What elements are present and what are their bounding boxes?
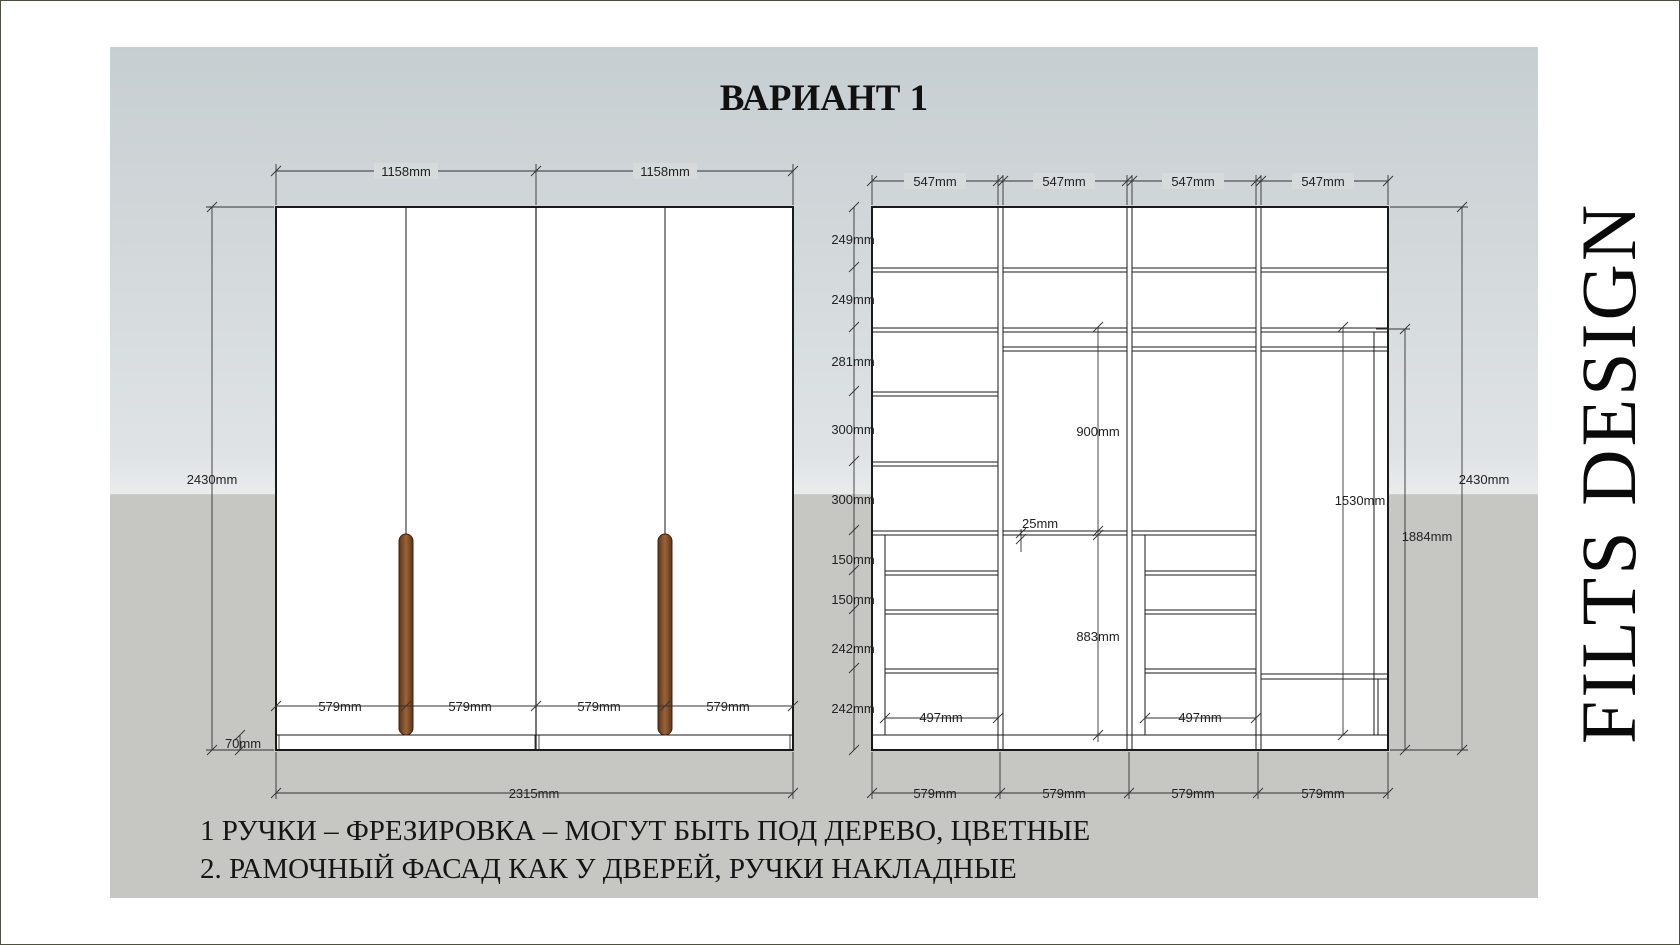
left-height-3: 281mm [831,354,875,369]
section-top-width-4: 547mm [1301,174,1345,189]
front-view [276,207,793,750]
left-height-4: 300mm [831,422,875,437]
door-width-4: 579mm [706,699,750,714]
door-width-2: 579mm [448,699,492,714]
section-bottom-width-1: 579mm [913,786,957,801]
section-top-width-3: 547mm [1171,174,1215,189]
right-height: 1884mm [1401,529,1453,544]
left-height-1: 249mm [831,232,875,247]
left-height-9: 242mm [831,701,875,716]
section-bottom-width-3: 579mm [1171,786,1215,801]
right-long-height: 1530mm [1334,493,1386,508]
door-width-1: 579mm [318,699,362,714]
left-height-2: 249mm [831,292,875,307]
note-2: 2. РАМОЧНЫЙ ФАСАД КАК У ДВЕРЕЙ, РУЧКИ НАКЛАДНЫЕ [200,853,1017,885]
left-height-8: 242mm [831,641,875,656]
left-height-6: 150mm [831,552,875,567]
brand-area [1538,0,1680,945]
section-top-width-2: 547mm [1042,174,1086,189]
section-bottom-width-2: 579mm [1042,786,1086,801]
handle-right [658,534,672,735]
page-title: ВАРИАНТ 1 [719,78,929,119]
section-bottom-width-4: 579mm [1301,786,1345,801]
divider-thickness: 25mm [1022,516,1059,531]
front-total-height: 2430mm [186,472,238,487]
interior-view [872,207,1388,750]
plinth-height: 70mm [224,736,262,751]
handle-left [399,534,413,735]
drawer-width-2: 497mm [1178,710,1222,725]
drawer-width-1: 497mm [919,710,963,725]
left-height-7: 150mm [831,592,875,607]
section-top-width-1: 547mm [913,174,957,189]
front-top-width-1: 1158mm [381,164,431,179]
wardrobe-drawing [110,47,1538,898]
hang-lower-height: 883mm [1076,629,1120,644]
note-1: 1 РУЧКИ – ФРЕЗИРОВКА – МОГУТ БЫТЬ ПОД ДЕРЕВО, ЦВЕТНЫЕ [200,815,1091,847]
hang-upper-height: 900mm [1076,424,1120,439]
left-height-5: 300mm [831,492,875,507]
notes-block [200,812,1090,888]
front-top-width-2: 1158mm [640,164,690,179]
front-carcass [276,207,793,750]
drawing-sheet [110,47,1538,898]
brand-logo: FILTS DESIGN [1565,201,1652,744]
front-total-width: 2315mm [508,786,560,801]
door-width-3: 579mm [577,699,621,714]
interior-total-height: 2430mm [1458,472,1510,487]
